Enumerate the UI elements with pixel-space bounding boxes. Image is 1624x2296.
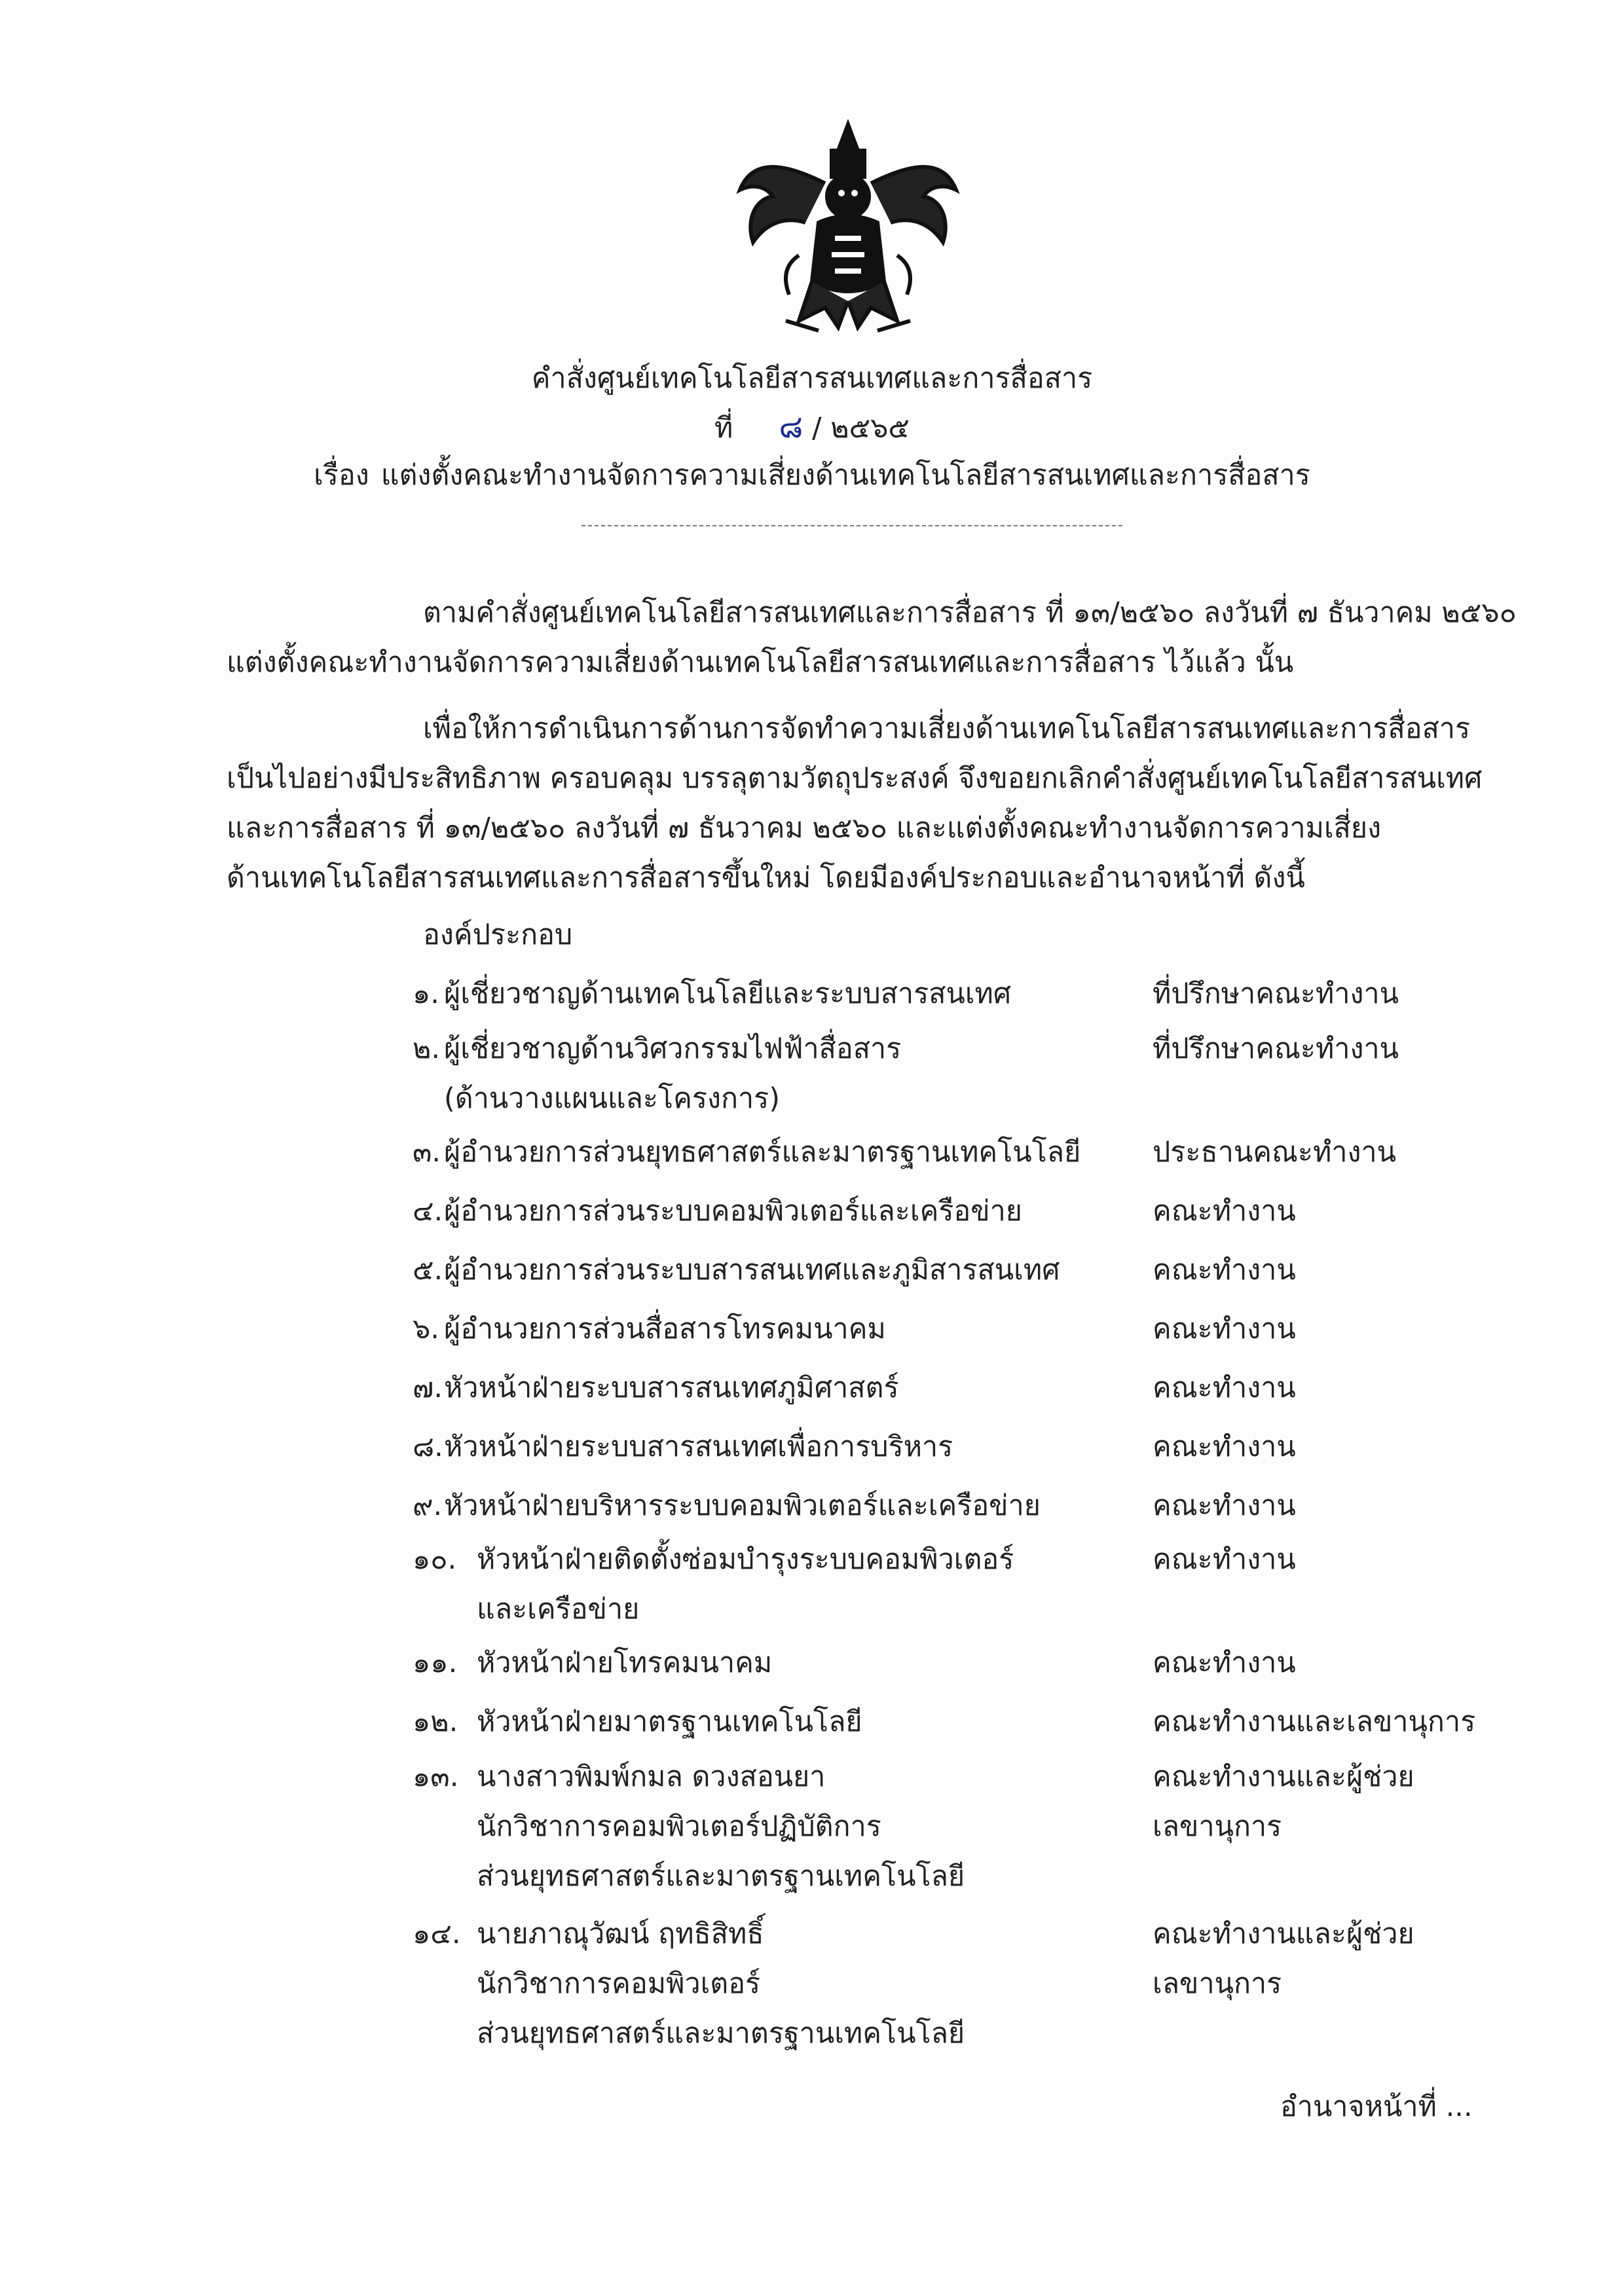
member-title: (ด้านวางแผนและโครงการ)	[444, 1082, 780, 1115]
paragraph-reference	[227, 588, 1517, 687]
member-role: ที่ปรึกษาคณะทำงาน	[1153, 1032, 1399, 1065]
paragraph-line: และการสื่อสาร ที่ ๑๓/๒๕๖๐ ลงวันที่ ๗ ธันวาคม ๒๕๖๐ และแต่งตั้งคณะทำงานจัดการความเสี่ยง	[227, 812, 1382, 845]
member-number: ๑๐.	[413, 1543, 457, 1576]
member-role: คณะทำงาน	[1153, 1543, 1296, 1576]
member-title: หัวหน้าฝ่ายระบบสารสนเทศเพื่อการบริหาร	[444, 1430, 953, 1463]
member-role: เลขานุการ	[1153, 1967, 1282, 2000]
member-number: ๘.	[413, 1430, 443, 1463]
paragraph-line: เพื่อให้การดำเนินการด้านการจัดทำความเสี่ยงด้านเทคโนโลยีสารสนเทศและการสื่อสาร	[423, 712, 1471, 745]
member-name: นายภาณุวัฒน์ ฤทธิสิทธิ์	[477, 1918, 764, 1950]
order-label: ที่	[714, 412, 733, 445]
composition-heading: องค์ประกอบ	[423, 919, 573, 951]
member-role: คณะทำงาน	[1153, 1254, 1296, 1286]
member-number: ๑๓.	[413, 1760, 459, 1793]
member-number: ๗.	[413, 1372, 443, 1404]
member-title: หัวหน้าฝ่ายโทรคมนาคม	[477, 1647, 773, 1679]
member-number: ๒.	[413, 1032, 441, 1065]
member-role: เลขานุการ	[1153, 1810, 1282, 1843]
header-divider	[581, 525, 1122, 526]
member-title: ผู้อำนวยการส่วนระบบสารสนเทศและภูมิสารสนเทศ	[444, 1254, 1060, 1286]
order-title: คำสั่งศูนย์เทคโนโลยีสารสนเทศและการสื่อสาร	[531, 362, 1093, 395]
member-number: ๑๒.	[413, 1705, 458, 1738]
member-position: นักวิชาการคอมพิวเตอร์ปฏิบัติการ	[477, 1810, 881, 1843]
member-number: ๑๔.	[413, 1918, 461, 1950]
member-role: คณะทำงาน	[1153, 1430, 1296, 1463]
order-number: ๘	[779, 409, 803, 445]
subject-label: เรื่อง	[314, 459, 369, 492]
member-title: ผู้อำนวยการส่วนยุทธศาสตร์และมาตรฐานเทคโนโลยี	[444, 1136, 1081, 1169]
member-number: ๕.	[413, 1254, 443, 1286]
member-title: หัวหน้าฝ่ายระบบสารสนเทศภูมิศาสตร์	[444, 1372, 899, 1404]
member-title: ผู้อำนวยการส่วนระบบคอมพิวเตอร์และเครือข่าย	[444, 1195, 1022, 1228]
member-role: คณะทำงานและผู้ช่วย	[1153, 1918, 1414, 1950]
paragraph-line: ด้านเทคโนโลยีสารสนเทศและการสื่อสารขึ้นใหม่ โดยมีองค์ประกอบและอำนาจหน้าที่ ดังนี้	[227, 862, 1305, 894]
subject-line	[0, 456, 1624, 495]
member-role: คณะทำงาน	[1153, 1489, 1296, 1522]
member-role: คณะทำงาน	[1153, 1313, 1296, 1345]
member-number: ๑.	[413, 977, 439, 1010]
member-unit: ส่วนยุทธศาสตร์และมาตรฐานเทคโนโลยี	[477, 1860, 965, 1893]
member-role: ที่ปรึกษาคณะทำงาน	[1153, 977, 1399, 1010]
member-role: คณะทำงานและผู้ช่วย	[1153, 1760, 1414, 1793]
member-role: คณะทำงาน	[1153, 1195, 1296, 1228]
order-year: / ๒๕๖๕	[812, 412, 910, 445]
paragraph-line: ตามคำสั่งศูนย์เทคโนโลยีสารสนเทศและการสื่อสาร ที่ ๑๓/๒๕๖๐ ลงวันที่ ๗ ธันวาคม ๒๕๖๐	[423, 596, 1517, 629]
continuation-note: อำนาจหน้าที่ ...	[1280, 2090, 1473, 2123]
member-title: ผู้เชี่ยวชาญด้านเทคโนโลยีและระบบสารสนเทศ	[444, 977, 1012, 1010]
paragraph-purpose	[227, 704, 1483, 903]
member-role: คณะทำงานและเลขานุการ	[1153, 1705, 1476, 1738]
member-name: นางสาวพิมพ์กมล ดวงสอนยา	[477, 1760, 826, 1793]
paragraph-line: เป็นไปอย่างมีประสิทธิภาพ ครอบคลุม บรรลุตามวัตถุประสงค์ จึงขอยกเลิกคำสั่งศูนย์เทคโนโลยีสารสนเทศ	[227, 762, 1483, 795]
member-title: หัวหน้าฝ่ายมาตรฐานเทคโนโลยี	[477, 1705, 862, 1738]
member-role: คณะทำงาน	[1153, 1647, 1296, 1679]
paragraph-line: แต่งตั้งคณะทำงานจัดการความเสี่ยงด้านเทคโนโลยีสารสนเทศและการสื่อสาร ไว้แล้ว นั้น	[227, 646, 1294, 679]
member-title: หัวหน้าฝ่ายติดตั้งซ่อมบำรุงระบบคอมพิวเตอร์	[477, 1543, 1014, 1576]
member-number: ๙.	[413, 1489, 443, 1522]
member-unit: ส่วนยุทธศาสตร์และมาตรฐานเทคโนโลยี	[477, 2017, 965, 2050]
subject-text: แต่งตั้งคณะทำงานจัดการความเสี่ยงด้านเทคโนโลยีสารสนเทศและการสื่อสาร	[380, 459, 1310, 492]
member-title: หัวหน้าฝ่ายบริหารระบบคอมพิวเตอร์และเครือข่าย	[444, 1489, 1041, 1522]
member-title: และเครือข่าย	[477, 1593, 640, 1626]
member-number: ๓.	[413, 1136, 441, 1169]
member-position: นักวิชาการคอมพิวเตอร์	[477, 1967, 761, 2000]
member-title: ผู้อำนวยการส่วนสื่อสารโทรคมนาคม	[444, 1313, 886, 1345]
order-number-line	[0, 407, 1624, 448]
member-role: คณะทำงาน	[1153, 1372, 1296, 1404]
garuda-emblem-icon	[727, 111, 969, 347]
member-number: ๔.	[413, 1195, 443, 1228]
member-role: ประธานคณะทำงาน	[1153, 1136, 1397, 1169]
member-number: ๖.	[413, 1313, 439, 1345]
member-number: ๑๑.	[413, 1647, 458, 1679]
member-title: ผู้เชี่ยวชาญด้านวิศวกรรมไฟฟ้าสื่อสาร	[444, 1032, 902, 1065]
